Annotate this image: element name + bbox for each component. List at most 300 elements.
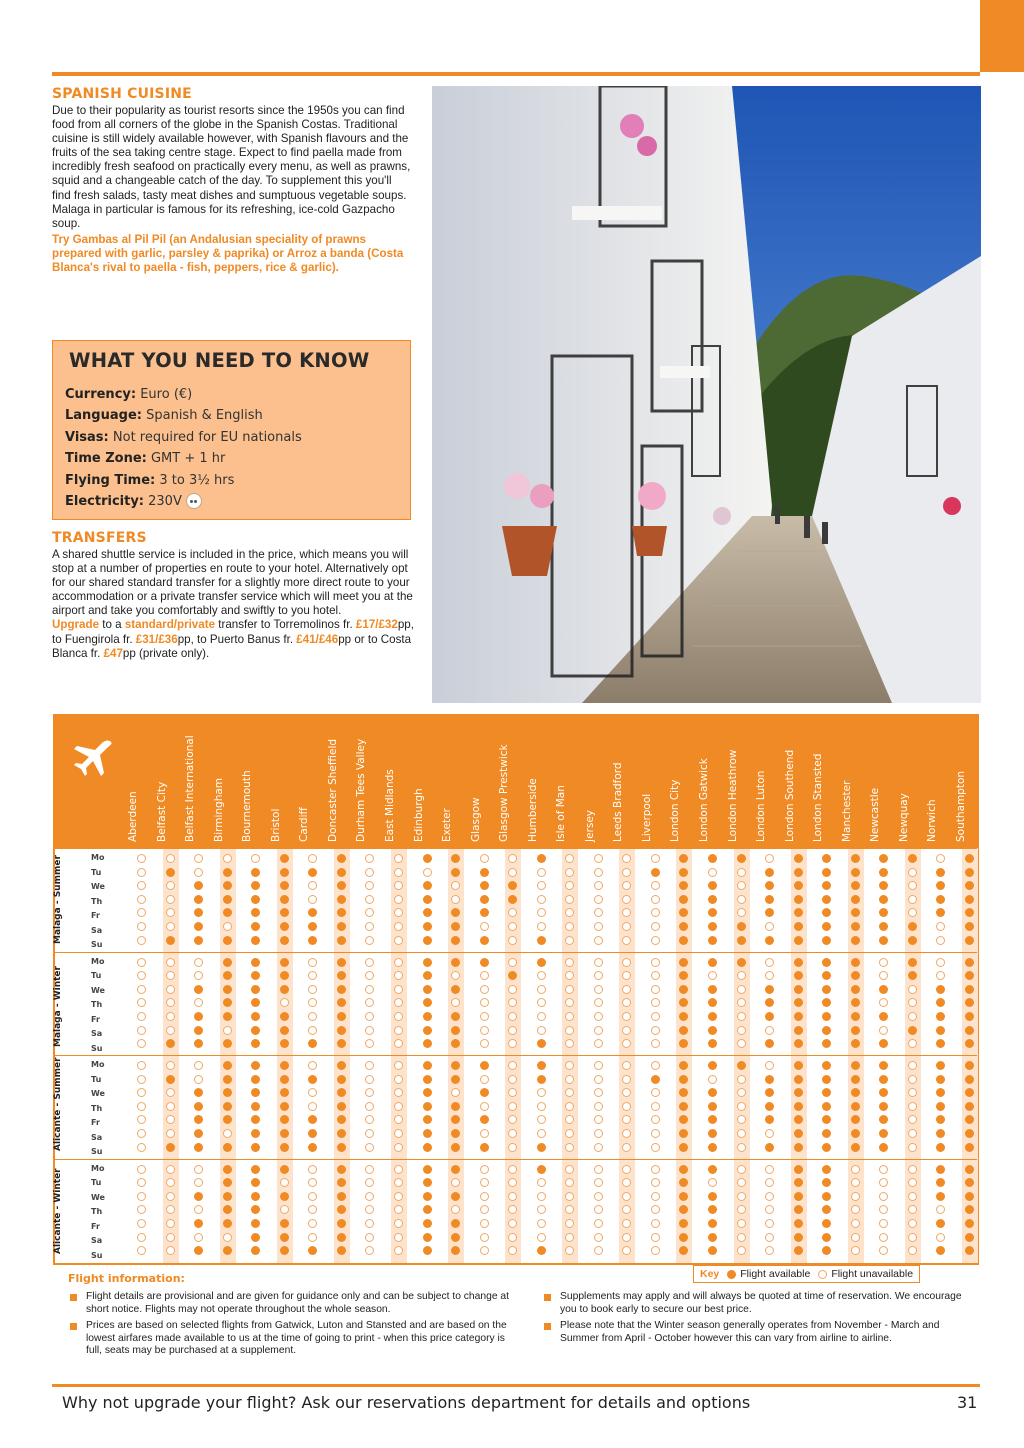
flight-unavailable-dot [651,1233,660,1242]
flight-available-dot [851,854,860,863]
flight-unavailable-dot [508,1178,517,1187]
flight-unavailable-dot [565,1075,574,1084]
flight-unavailable-dot [622,1192,631,1201]
flight-available-dot [708,854,717,863]
flight-available-dot [451,1219,460,1228]
flight-available-dot [280,985,289,994]
flight-available-dot [851,1026,860,1035]
flight-unavailable-dot [936,958,945,967]
know-value: Not required for EU nationals [112,429,302,445]
flight-available-dot [251,1012,260,1021]
flight-available-dot [679,1165,688,1174]
flight-available-dot [223,1088,232,1097]
airport-label [726,718,749,842]
flight-available-dot [822,971,831,980]
flight-unavailable-dot [708,868,717,877]
airport-label [326,718,349,842]
airport-name: Birmingham [212,777,225,842]
know-value: 230V [148,494,182,510]
flight-available-dot [936,1129,945,1138]
flight-available-dot [679,1061,688,1070]
flight-unavailable-dot [879,1205,888,1214]
airport-name: Norwich [926,799,939,842]
flight-available-dot [251,922,260,931]
flight-available-dot [679,868,688,877]
flight-unavailable-dot [651,1143,660,1152]
flight-unavailable-dot [908,1061,917,1070]
flight-unavailable-dot [651,1246,660,1255]
flight-unavailable-dot [594,1165,603,1174]
flight-available-dot [708,1061,717,1070]
flight-available-dot [794,985,803,994]
flight-unavailable-dot [137,1102,146,1111]
flight-available-dot [480,868,489,877]
airport-label [526,718,549,842]
flight-available-dot [908,936,917,945]
flight-available-dot [794,922,803,931]
flight-info-heading: Flight information: [68,1272,185,1285]
flight-unavailable-dot [765,971,774,980]
flight-unavailable-dot [166,1233,175,1242]
flight-unavailable-dot [194,998,203,1007]
flight-unavailable-dot [508,854,517,863]
flight-available-dot [308,936,317,945]
day-label: We [91,1089,105,1098]
flight-unavailable-dot [651,1088,660,1097]
flight-available-dot [794,971,803,980]
flight-available-dot [451,908,460,917]
upgrade-type: standard/private [124,618,216,632]
flight-available-dot [223,895,232,904]
flight-available-dot [794,854,803,863]
flight-available-dot [423,1219,432,1228]
flight-available-dot [936,1143,945,1152]
flight-unavailable-dot [365,1165,374,1174]
flight-unavailable-dot [594,1102,603,1111]
flight-unavailable-dot [280,1178,289,1187]
airport-label [500,718,520,842]
flight-available-dot [822,1129,831,1138]
flight-available-dot [679,1039,688,1048]
flight-available-dot [965,908,974,917]
flight-available-dot [508,971,517,980]
flight-unavailable-dot [137,1246,146,1255]
flight-available-dot [794,1233,803,1242]
flight-unavailable-dot [565,908,574,917]
flight-unavailable-dot [508,1026,517,1035]
flight-available-dot [708,1088,717,1097]
flight-available-dot [223,998,232,1007]
schedule-section [55,952,977,1056]
flight-available-dot [936,1115,945,1124]
flight-available-dot [679,922,688,931]
flight-available-dot [794,1075,803,1084]
flight-available-dot [708,1039,717,1048]
day-label: Su [91,1250,103,1260]
flight-unavailable-dot [537,881,546,890]
flight-unavailable-dot [280,998,289,1007]
flight-unavailable-dot [622,854,631,863]
flight-unavailable-dot [622,895,631,904]
flight-unavailable-dot [365,1102,374,1111]
flight-unavailable-dot [622,1102,631,1111]
flight-unavailable-dot [651,971,660,980]
flight-available-dot [965,1165,974,1174]
flight-available-dot [166,1143,175,1152]
flight-unavailable-dot [166,1165,175,1174]
flight-unavailable-dot [537,1088,546,1097]
airport-name: Liverpool [640,793,653,842]
flight-unavailable-dot [537,1178,546,1187]
flight-available-dot [508,895,517,904]
day-label: Sa [91,925,103,935]
flight-available-dot [965,1026,974,1035]
flight-unavailable-dot [622,936,631,945]
flight-available-dot [451,1233,460,1242]
flight-available-dot [851,1012,860,1021]
flight-available-dot [965,1102,974,1111]
flight-unavailable-dot [365,1012,374,1021]
flight-available-dot [194,1192,203,1201]
flight-available-dot [423,1143,432,1152]
flight-available-dot [337,1129,346,1138]
flight-unavailable-dot [308,1061,317,1070]
flight-unavailable-dot [451,1178,460,1187]
flight-unavailable-dot [737,1165,746,1174]
flight-available-dot [822,1075,831,1084]
day-label: Mo [91,956,105,966]
flight-available-dot [822,854,831,863]
flight-unavailable-dot [622,1088,631,1097]
flight-available-dot [337,1061,346,1070]
flight-unavailable-dot [365,922,374,931]
flight-available-dot [822,1039,831,1048]
flight-available-dot [822,881,831,890]
flight-available-dot [480,908,489,917]
flight-unavailable-dot [737,881,746,890]
flight-available-dot [337,936,346,945]
flight-available-dot [280,1075,289,1084]
schedule-section [55,1159,977,1263]
flight-unavailable-dot [166,985,175,994]
transfers-upgrade [52,618,414,660]
flight-unavailable-dot [908,998,917,1007]
flight-unavailable-dot [451,998,460,1007]
flight-available-dot [936,868,945,877]
flight-available-dot [166,936,175,945]
flight-unavailable-dot [480,998,489,1007]
day-label: Tu [91,867,102,877]
flight-unavailable-dot [622,1165,631,1174]
flight-unavailable-dot [622,1246,631,1255]
flight-available-dot [537,1075,546,1084]
flight-available-dot [166,1039,175,1048]
flight-unavailable-dot [508,1061,517,1070]
flight-unavailable-dot [651,1205,660,1214]
flight-available-dot [280,1012,289,1021]
flight-unavailable-dot [194,854,203,863]
flight-unavailable-dot [166,908,175,917]
flight-available-dot [337,1143,346,1152]
flight-unavailable-dot [908,1233,917,1242]
day-label: Fr [91,1014,100,1024]
price-torremolinos: £17/£32 [355,618,398,632]
flight-unavailable-dot [765,854,774,863]
flight-available-dot [765,1039,774,1048]
flight-available-dot [965,1012,974,1021]
flight-available-dot [337,1026,346,1035]
flight-available-dot [451,1075,460,1084]
flight-available-dot [451,1102,460,1111]
flight-available-dot [280,881,289,890]
flight-unavailable-dot [936,1233,945,1242]
flight-available-dot [423,958,432,967]
schedule-section [55,1055,977,1159]
flight-available-dot [337,1039,346,1048]
flight-unavailable-dot [308,1205,317,1214]
section-title-text: Malaga - Summer [53,854,63,944]
flight-available-dot [936,881,945,890]
flight-available-dot [851,922,860,931]
flight-available-dot [537,958,546,967]
flight-available-dot [223,1219,232,1228]
flight-unavailable-dot [508,1115,517,1124]
flight-available-dot [794,1178,803,1187]
flight-unavailable-dot [537,1219,546,1228]
flight-unavailable-dot [622,1115,631,1124]
flight-available-dot [451,1246,460,1255]
key-available-label: Flight available [740,1268,811,1280]
flight-available-dot [965,1039,974,1048]
flight-unavailable-dot [737,1026,746,1035]
note-item: Prices are based on selected flights from Gatwick, Luton and Stansted and are based on the lowest airfares made available to us at the time of going to print - when this price category is full, seats may be purchased at a supplement. [68,1320,516,1358]
flight-unavailable-dot [594,868,603,877]
schedule-section [55,848,977,952]
flight-available-dot [423,936,432,945]
flight-available-dot [851,1075,860,1084]
flight-available-dot [251,1246,260,1255]
flight-available-dot [936,1061,945,1070]
flight-available-dot [794,1143,803,1152]
flight-unavailable-dot [594,1143,603,1152]
flight-available-dot [708,1233,717,1242]
flight-available-dot [251,1039,260,1048]
flight-unavailable-dot [737,1233,746,1242]
flight-unavailable-dot [308,1219,317,1228]
flight-available-dot [765,998,774,1007]
flight-unavailable-dot [651,1012,660,1021]
flight-available-dot [679,1115,688,1124]
know-value: Euro (€) [140,387,193,402]
flight-unavailable-dot [394,1075,403,1084]
flight-unavailable-dot [394,971,403,980]
flight-unavailable-dot [594,1205,603,1214]
flight-unavailable-dot [565,1165,574,1174]
flight-unavailable-dot [137,1012,146,1021]
flight-unavailable-dot [651,1102,660,1111]
flight-unavailable-dot [622,1143,631,1152]
flight-available-dot [708,1026,717,1035]
flight-available-dot [965,922,974,931]
flight-unavailable-dot [765,1165,774,1174]
airport-label [129,718,149,842]
flight-available-dot [537,1246,546,1255]
flight-unavailable-dot [137,895,146,904]
flight-unavailable-dot [480,1178,489,1187]
flight-available-dot [679,1129,688,1138]
flight-available-dot [851,908,860,917]
flight-available-dot [765,881,774,890]
flight-unavailable-dot [594,1192,603,1201]
flight-unavailable-dot [594,1026,603,1035]
flight-available-dot [822,922,831,931]
airport-name: Aberdeen [127,791,139,842]
flight-available-dot [936,1088,945,1097]
know-label: Time Zone: [65,451,147,467]
flight-unavailable-dot [480,1246,489,1255]
flight-available-dot [537,854,546,863]
flight-unavailable-dot [594,1088,603,1097]
flight-available-dot [337,1192,346,1201]
flight-available-dot [194,1219,203,1228]
flight-unavailable-dot [365,895,374,904]
flight-unavailable-dot [908,1129,917,1138]
airport-name: London Gatwick [698,758,710,842]
flight-available-dot [879,985,888,994]
flight-unavailable-dot [194,1061,203,1070]
flight-unavailable-dot [365,1233,374,1242]
cuisine-section [52,86,412,275]
flight-unavailable-dot [908,1205,917,1214]
flight-unavailable-dot [365,881,374,890]
flight-available-dot [423,1178,432,1187]
flight-available-dot [423,922,432,931]
flight-unavailable-dot [308,1178,317,1187]
airport-label [757,718,777,842]
flight-unavailable-dot [308,958,317,967]
flight-available-dot [251,1178,260,1187]
flight-available-dot [679,1192,688,1201]
flight-available-dot [936,895,945,904]
flight-available-dot [936,1012,945,1021]
day-label: Th [91,1000,103,1009]
day-label: Su [91,1043,103,1053]
flight-available-dot [822,1012,831,1021]
flight-unavailable-dot [508,1143,517,1152]
flight-available-dot [908,1026,917,1035]
flight-available-dot [679,1012,688,1021]
flight-available-dot [423,1075,432,1084]
flight-unavailable-dot [851,1246,860,1255]
airport-label [671,718,691,842]
upgrade-text: transfer to Torremolinos fr. [215,618,356,632]
airport-name: Jersey [583,809,596,842]
know-row-flying-time [65,470,398,491]
airport-name: Glasgow Prestwick [498,744,511,842]
flight-unavailable-dot [651,1129,660,1138]
flight-unavailable-dot [480,1129,489,1138]
flight-available-dot [537,1165,546,1174]
flight-unavailable-dot [394,936,403,945]
flight-available-dot [851,985,860,994]
know-label: Language: [65,408,142,424]
flight-available-dot [965,1088,974,1097]
flight-unavailable-dot [651,922,660,931]
flight-available-dot [423,1012,432,1021]
flight-unavailable-dot [365,1026,374,1035]
flight-available-dot [794,1026,803,1035]
section-title [55,953,79,1056]
flight-unavailable-dot [480,1219,489,1228]
street-photo [432,86,981,703]
flight-available-dot [423,998,432,1007]
airport-name: Edinburgh [412,788,425,842]
flight-available-dot [822,1061,831,1070]
flight-available-dot [765,1088,774,1097]
flight-unavailable-dot [537,1129,546,1138]
flight-unavailable-dot [365,854,374,863]
flight-available-dot [280,908,289,917]
flight-available-dot [308,868,317,877]
flight-unavailable-dot [137,881,146,890]
flight-available-dot [280,895,289,904]
flight-available-dot [936,985,945,994]
day-label: We [91,882,105,891]
flight-available-dot [708,1205,717,1214]
airport-name: London City [669,779,682,842]
flight-unavailable-dot [365,1039,374,1048]
know-title: WHAT YOU NEED TO KNOW [69,349,370,372]
flight-unavailable-dot [308,985,317,994]
flight-unavailable-dot [565,1246,574,1255]
flight-available-dot [851,1143,860,1152]
day-column [91,955,119,1057]
day-label: Fr [91,911,100,920]
flight-unavailable-dot [737,895,746,904]
airport-label [614,718,634,842]
upgrade-text: pp (private only). [122,646,210,660]
flight-unavailable-dot [166,1178,175,1187]
flight-available-dot [879,1061,888,1070]
airport-name: Glasgow [469,797,482,842]
flight-unavailable-dot [651,1061,660,1070]
flight-unavailable-dot [594,1061,603,1070]
flight-unavailable-dot [565,1233,574,1242]
flight-unavailable-dot [537,971,546,980]
flight-unavailable-dot [394,1012,403,1021]
flight-available-dot [851,1039,860,1048]
flight-unavailable-dot [651,1165,660,1174]
airport-name: Cardiff [298,807,311,842]
flight-available-dot [708,998,717,1007]
flight-available-dot [337,1246,346,1255]
flight-unavailable-dot [308,1233,317,1242]
flight-available-dot [337,895,346,904]
flight-available-dot [936,1246,945,1255]
flight-unavailable-dot [166,922,175,931]
flight-available-dot [308,1143,317,1152]
airport-name: Doncaster Sheffield [326,738,339,842]
flight-available-dot [223,958,232,967]
flight-unavailable-dot [365,936,374,945]
flight-available-dot [965,1219,974,1228]
flight-available-dot [423,1102,432,1111]
flight-unavailable-dot [651,1039,660,1048]
flight-available-dot [965,854,974,863]
flight-available-dot [794,998,803,1007]
flight-unavailable-dot [394,1088,403,1097]
notes-left [68,1291,516,1362]
